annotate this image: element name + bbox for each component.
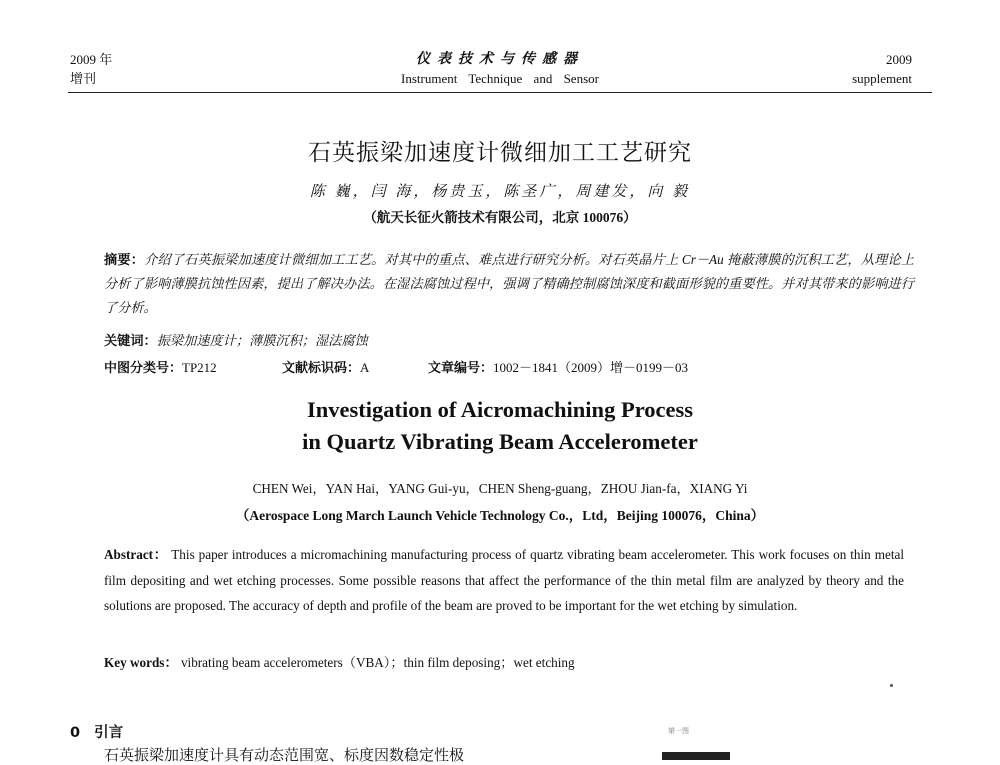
section-title: 引言 bbox=[94, 725, 124, 741]
paper-title-en bbox=[0, 394, 1000, 458]
abstract-en-label: Abstract： bbox=[104, 547, 168, 562]
figure-caption: 第一图 bbox=[668, 727, 689, 735]
keywords-cn-text: 振梁加速度计；薄膜沉积；湿法腐蚀 bbox=[156, 333, 368, 348]
journal-title-en: Instrument Technique and Sensor bbox=[401, 71, 599, 86]
paper-title-en-line1: Investigation of Aicromachining Process bbox=[306, 397, 694, 422]
abstract-en bbox=[104, 542, 904, 619]
header-rule bbox=[68, 92, 932, 93]
issue-cn: 增刊 bbox=[70, 71, 97, 86]
keywords-en-text: vibrating beam accelerometers（VBA）；thin film deposing；wet etching bbox=[180, 655, 575, 670]
paper-title-cn: 石英振梁加速度计微细加工工艺研究 bbox=[308, 140, 692, 165]
header-left bbox=[70, 50, 112, 88]
abstract-cn bbox=[104, 248, 914, 320]
document-code: 文献标识码：A bbox=[282, 360, 370, 375]
year-en: 2009 bbox=[886, 52, 912, 67]
classification-line bbox=[104, 357, 904, 376]
abstract-cn-text: 介绍了石英振梁加速度计微细加工工艺。对其中的重点、难点进行研究分析。对石英晶片上 Cr－Au 掩蔽薄膜的沉积工艺，从理论上分析了影响薄膜抗蚀性因素，提出了解决办法。在湿法腐蚀过程中，强调了精确控制腐蚀深度和截面形貌的重要性。并对其带来的影响进行了分析。 bbox=[104, 252, 914, 315]
clc-number: 中图分类号：TP212 bbox=[104, 360, 217, 375]
authors-en: CHEN Wei，YAN Hai，YANG Gui-yu，CHEN Sheng-guang，ZHOU Jian-fa，XIANG Yi bbox=[252, 481, 748, 496]
keywords-cn bbox=[104, 330, 368, 349]
abstract-cn-label: 摘要： bbox=[104, 252, 145, 267]
keywords-en-label: Key words： bbox=[104, 655, 178, 670]
header-right bbox=[852, 50, 912, 88]
intro-first-line: 石英振梁加速度计具有动态范围宽、标度因数稳定性极 bbox=[104, 748, 465, 764]
keywords-en bbox=[104, 652, 575, 671]
affiliation-cn: （航天长征火箭技术有限公司，北京 100076） bbox=[363, 210, 637, 225]
figure-top-edge bbox=[662, 752, 730, 760]
issue-en: supplement bbox=[852, 71, 912, 86]
scan-speck bbox=[890, 684, 893, 687]
affiliation-en: （Aerospace Long March Launch Vehicle Technology Co.，Ltd，Beijing 100076，China） bbox=[235, 508, 765, 523]
year-cn: 2009 年 bbox=[70, 52, 113, 67]
paper-title-en-line2: in Quartz Vibrating Beam Accelerometer bbox=[302, 429, 698, 454]
abstract-en-text: This paper introduces a micromachining manufacturing process of quartz vibrating beam accelerometer. This work focuses on thin metal film depositing and wet etching processes. Some possible reasons that affect the performance of the thin metal film are analyzed by theory and the solutions are proposed. The accuracy of depth and profile of the beam are proved to be important for the wet etching by simulation. bbox=[104, 547, 904, 613]
journal-masthead bbox=[300, 50, 700, 88]
article-number: 文章编号：1002－1841（2009）增－0199－03 bbox=[428, 360, 689, 375]
authors-cn: 陈 巍，闫 海，杨贵玉，陈圣广，周建发，向 毅 bbox=[309, 184, 691, 200]
journal-title-cn: 仪表技术与传感器 bbox=[416, 52, 584, 67]
keywords-cn-label: 关键词： bbox=[104, 333, 157, 348]
section-number: 0 bbox=[70, 725, 81, 741]
section-heading bbox=[70, 721, 123, 742]
